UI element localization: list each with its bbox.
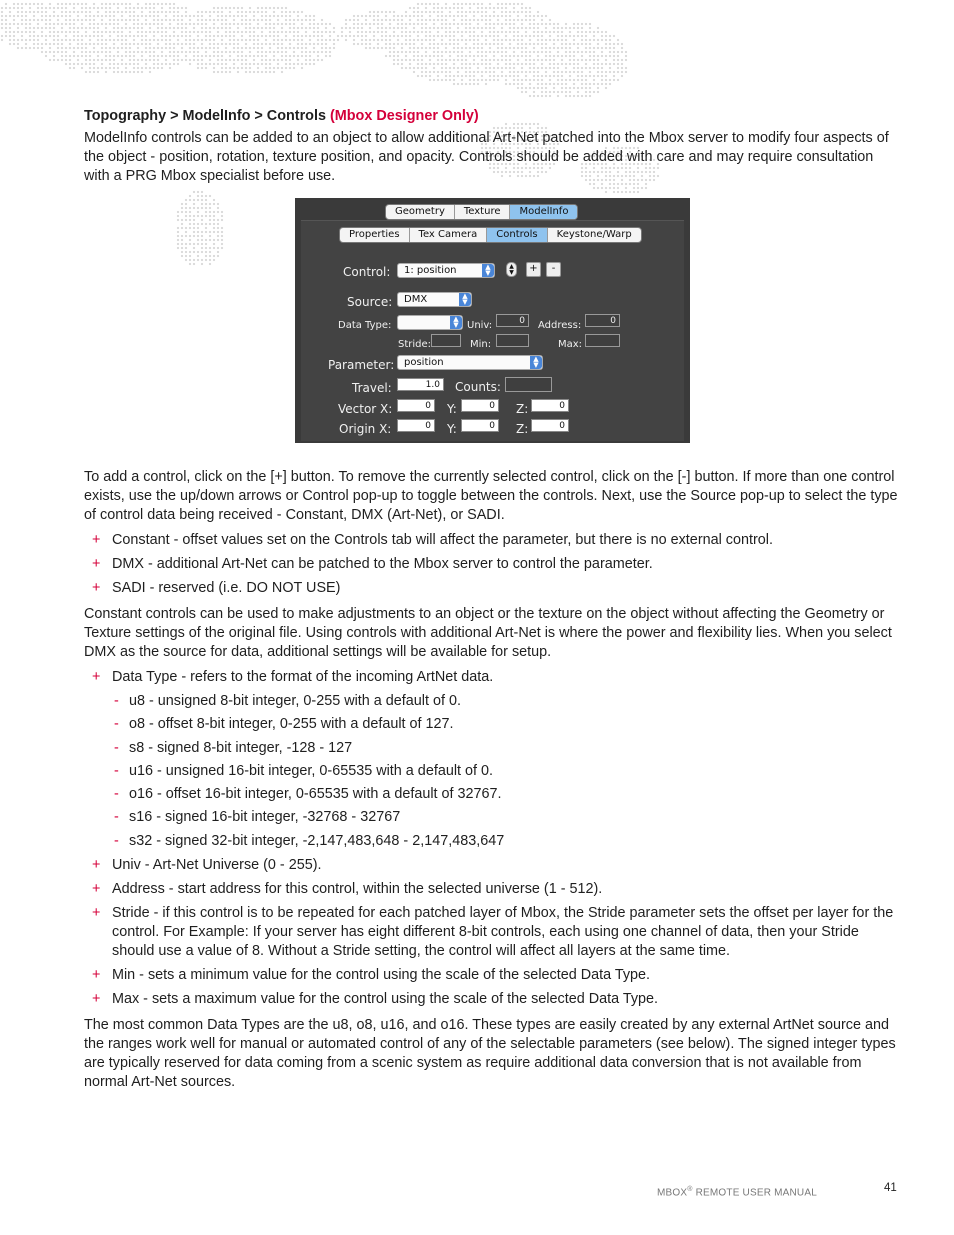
vector-x-label: Vector X: xyxy=(338,402,393,416)
list-item: + DMX - additional Art-Net can be patched to the Mbox server to control the parameter. xyxy=(92,556,653,572)
dash-bullet-icon: - xyxy=(114,832,119,849)
section-heading: Topography > ModelInfo > Controls (Mbox Designer Only) xyxy=(84,108,479,124)
plus-bullet-icon: + xyxy=(92,556,101,572)
list-item: + Constant - offset values set on the Controls tab will affect the parameter, but there is no external control. xyxy=(92,532,773,548)
dash-bullet-icon: - xyxy=(114,809,119,826)
travel-label: Travel: xyxy=(352,381,392,395)
constant-controls-paragraph: Constant controls can be used to make adjustments to an object or the texture on the object without affecting the Geometry or Texture settings of the original file. Using controls with additional Art-Net is where the power and flexibility lies. When you select DMX as the source for data, additional settings will be available for setup. xyxy=(84,606,892,660)
page-number: 41 xyxy=(884,1182,897,1194)
tab-geometry[interactable]: Geometry xyxy=(386,205,455,219)
origin-x-label: Origin X: xyxy=(339,422,392,436)
dash-bullet-icon: - xyxy=(114,739,119,756)
address-field[interactable]: 0 xyxy=(585,314,620,327)
stepper-arrows-icon: ▲ ▼ xyxy=(509,263,514,276)
vector-z-label: Z: xyxy=(516,402,529,416)
plus-bullet-icon: + xyxy=(92,966,101,983)
list-item: + Max - sets a maximum value for the control using the scale of the selected Data Type. xyxy=(92,990,659,1007)
add-control-paragraph: To add a control, click on the [+] button. To remove the currently selected control, click on the [-] button. If more than one control exists, use the up/down arrows or Control pop-up to toggle between the controls. Next, use the Source pop-up to select the type of control data being received - Constant, DMX (Art-Net), or SADI. xyxy=(84,469,898,523)
univ-field[interactable]: 0 xyxy=(496,314,529,327)
dash-bullet-icon: - xyxy=(114,786,119,803)
parameter-label: Parameter: xyxy=(328,358,395,372)
list-item: - u8 - unsigned 8-bit integer, 0-255 with a default of 0. xyxy=(114,693,462,709)
popup-arrows-icon: ▲ ▼ xyxy=(482,264,494,277)
tab-tex-camera[interactable]: Tex Camera xyxy=(410,228,488,242)
origin-z-field[interactable]: 0 xyxy=(531,419,569,432)
stride-label: Stride: xyxy=(398,339,432,350)
tab-controls[interactable]: Controls xyxy=(487,228,547,242)
tab-texture[interactable]: Texture xyxy=(455,205,511,219)
parameter-popup[interactable]: position ▲ ▼ xyxy=(397,355,543,370)
origin-y-label: Y: xyxy=(447,422,457,436)
list-item: + SADI - reserved (i.e. DO NOT USE) xyxy=(92,580,341,596)
up-down-stepper[interactable] xyxy=(506,262,517,277)
page-content xyxy=(84,107,898,1092)
plus-bullet-icon: + xyxy=(92,904,101,921)
counts-label: Counts: xyxy=(455,380,501,394)
control-popup[interactable]: 1: position ▲ ▼ xyxy=(397,263,495,278)
tab-properties[interactable]: Properties xyxy=(340,228,410,242)
popup-arrows-icon: ▲ ▼ xyxy=(459,293,471,306)
list-item: - s16 - signed 16-bit integer, -32768 - 32767 xyxy=(114,809,401,826)
vector-z-field[interactable]: 0 xyxy=(531,399,569,412)
sub-tabs xyxy=(339,227,642,243)
source-types-list xyxy=(84,531,898,598)
max-field[interactable] xyxy=(585,334,620,347)
plus-bullet-icon: + xyxy=(92,856,101,873)
vector-y-field[interactable]: 0 xyxy=(461,399,499,412)
plus-bullet-icon: + xyxy=(92,580,101,596)
footer-title: MBOX® REMOTE USER MANUAL xyxy=(657,1186,817,1199)
plus-bullet-icon: + xyxy=(92,669,101,685)
top-tabs xyxy=(385,204,578,220)
datatype-label: Data Type: xyxy=(338,320,392,331)
travel-field[interactable]: 1.0 xyxy=(397,378,444,391)
list-item: + Stride - if this control is to be repeated for each patched layer of Mbox, the Stride parameter sets the offset per layer for the control. For Example: If your server has eight different 8-bit controls, each using one channel of data, then your Stride should use a value of 8. Without a Stride setting, the control will affect all layers at the same time. xyxy=(92,904,894,959)
list-item: + Address - start address for this control, within the selected universe (1 - 512). xyxy=(92,880,603,897)
intro-paragraph: ModelInfo controls can be added to an object to allow additional Art-Net patched into the Mbox server to modify four aspects of the object - position, rotation, texture position, and opacity. Controls should be added with care and may require consultation with a PRG Mbox specialist before use. xyxy=(84,130,889,184)
max-label: Max: xyxy=(558,339,583,350)
plus-bullet-icon: + xyxy=(92,990,101,1007)
list-item: - s8 - signed 8-bit integer, -128 - 127 xyxy=(114,739,353,756)
remove-control-button[interactable]: - xyxy=(546,262,561,277)
list-item: - u16 - unsigned 16-bit integer, 0-65535 with a default of 0. xyxy=(114,762,494,779)
origin-y-field[interactable]: 0 xyxy=(461,419,499,432)
datatype-sublist xyxy=(112,692,898,851)
vector-y-label: Y: xyxy=(447,402,457,416)
modelinfo-panel xyxy=(295,198,690,443)
controls-tab-screenshot xyxy=(295,198,690,443)
popup-arrows-icon: ▲ ▼ xyxy=(450,316,462,329)
plus-bullet-icon: + xyxy=(92,532,101,548)
tab-modelinfo[interactable]: ModelInfo xyxy=(510,205,577,219)
datatype-popup[interactable] xyxy=(397,315,463,330)
add-control-button[interactable]: + xyxy=(526,262,541,277)
designer-only-note: (Mbox Designer Only) xyxy=(329,108,479,124)
tab-keystone-warp[interactable]: Keystone/Warp xyxy=(556,229,632,240)
list-item: + Data Type - refers to the format of the incoming ArtNet data. - u8 - unsigned 8-bit integer, 0-255 with a default of 0. - o8 - offset 8-bit integer, 0-255 with a default of 127. - s8 - signed 8-bit integer, -128 - 127 - u16 - unsigned 16-bit integer, 0-65535 with a default of 0. - o16 - offset 16-bit integer, 0-65535 with a default of 32767. - s16 - signed 16-bit integer, -32768 - 32767 - s32 - signed 32-bit integer, -2,147,483,648 - 2,147,483,647 xyxy=(84,668,898,851)
popup-arrows-icon: ▲ ▼ xyxy=(530,356,542,369)
min-label: Min: xyxy=(470,339,492,350)
list-item: - s32 - signed 32-bit integer, -2,147,483,648 - 2,147,483,647 xyxy=(114,832,505,849)
source-label: Source: xyxy=(347,295,393,309)
univ-label: Univ: xyxy=(467,320,493,331)
origin-z-label: Z: xyxy=(516,422,529,436)
dmx-settings-list xyxy=(84,668,898,1009)
common-datatypes-paragraph: The most common Data Types are the u8, o8, u16, and o16. These types are easily created by any external ArtNet source and the ranges work well for manual or automated control of any of the selectable parameters (see below). The signed integer types are typically reserved for data coming from a scenic system as require additional data conversion that is not available from normal Art-Net sources. xyxy=(84,1016,896,1090)
list-item: + Univ - Art-Net Universe (0 - 255). xyxy=(92,856,322,873)
dash-bullet-icon: - xyxy=(114,762,119,779)
list-item: - o8 - offset 8-bit integer, 0-255 with a default of 127. xyxy=(114,716,454,733)
min-field[interactable] xyxy=(496,334,529,347)
list-item: + Min - sets a minimum value for the control using the scale of the selected Data Type. xyxy=(92,966,651,983)
source-popup[interactable]: DMX ▲ ▼ xyxy=(397,292,472,307)
dash-bullet-icon: - xyxy=(114,693,119,709)
control-label: Control: xyxy=(343,265,391,279)
vector-x-field[interactable]: 0 xyxy=(397,399,435,412)
stride-field[interactable] xyxy=(431,334,461,347)
plus-bullet-icon: + xyxy=(92,880,101,897)
counts-field[interactable] xyxy=(505,377,552,392)
dash-bullet-icon: - xyxy=(114,716,119,733)
address-label: Address: xyxy=(538,320,582,331)
list-item: - o16 - offset 16-bit integer, 0-65535 with a default of 32767. xyxy=(114,786,502,803)
origin-x-field[interactable]: 0 xyxy=(397,419,435,432)
